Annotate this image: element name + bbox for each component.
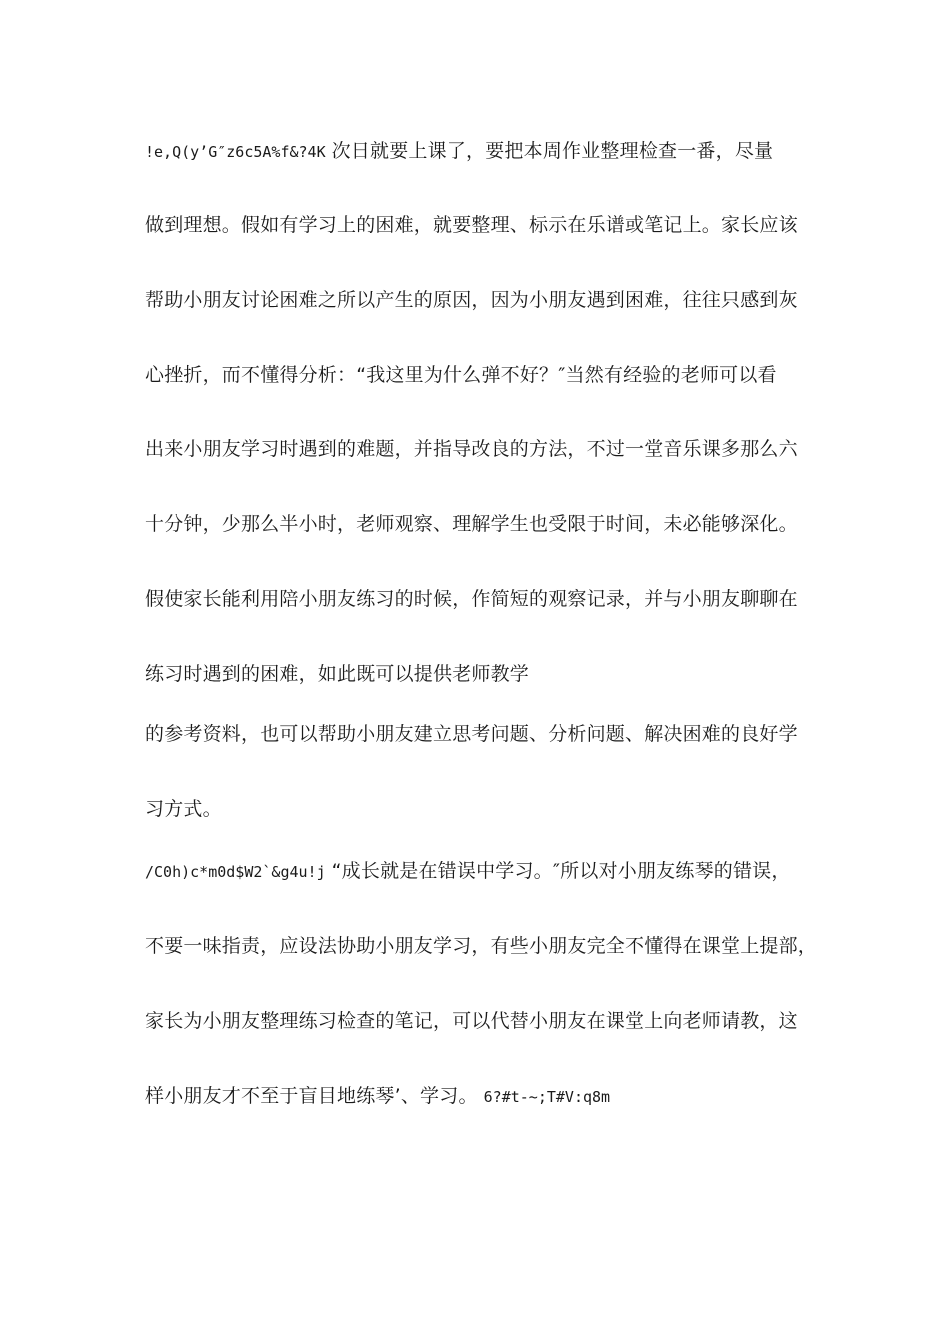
text-line: 假使家长能利用陪小朋友练习的时候，作简短的观察记录，并与小朋友聊聊在	[145, 588, 798, 610]
text-line: 出来小朋友学习时遇到的难题，并指导改良的方法，不过一堂音乐课多那么六	[145, 438, 798, 460]
text-line: 帮助小朋友讨论困难之所以产生的原因，因为小朋友遇到困难，往往只感到灰	[145, 289, 798, 311]
line-text: “成长就是在错误中学习。″所以对小朋友练琴的错误，	[331, 860, 791, 882]
text-line	[145, 859, 835, 884]
garbled-text: 6?#t-~;T#V:q8m	[483, 1088, 611, 1106]
text-line: 的参考资料，也可以帮助小朋友建立思考问题、分析问题、解决困难的良好学	[145, 723, 798, 745]
garbled-text: /C0h)c*m0d$W2`&g4u!j	[145, 863, 326, 881]
text-line: 习方式。	[145, 798, 222, 820]
text-line: 心挫折，而不懂得分析：“我这里为什么弹不好？″当然有经验的老师可以看	[145, 364, 777, 386]
text-line	[145, 139, 835, 164]
text-line: 家长为小朋友整理练习检查的笔记，可以代替小朋友在课堂上向老师请教，这	[145, 1010, 798, 1032]
text-line: 不要一味指责，应设法协助小朋友学习，有些小朋友完全不懂得在课堂上提部，	[145, 935, 818, 957]
line-text: 次日就要上课了，要把本周作业整理检查一番，尽量	[331, 140, 774, 162]
text-line: 做到理想。假如有学习上的困难，就要整理、标示在乐谱或笔记上。家长应该	[145, 214, 798, 236]
garbled-text: !e,Q(y’G″z6c5A%f&?4K	[145, 143, 326, 161]
text-line	[145, 1084, 835, 1109]
line-text: 样小朋友才不至于盲目地练琴’、学习。	[145, 1085, 478, 1107]
text-line: 练习时遇到的困难，如此既可以提供老师教学	[145, 663, 530, 685]
text-line: 十分钟，少那么半小时，老师观察、理解学生也受限于时间，未必能够深化。	[145, 513, 798, 535]
